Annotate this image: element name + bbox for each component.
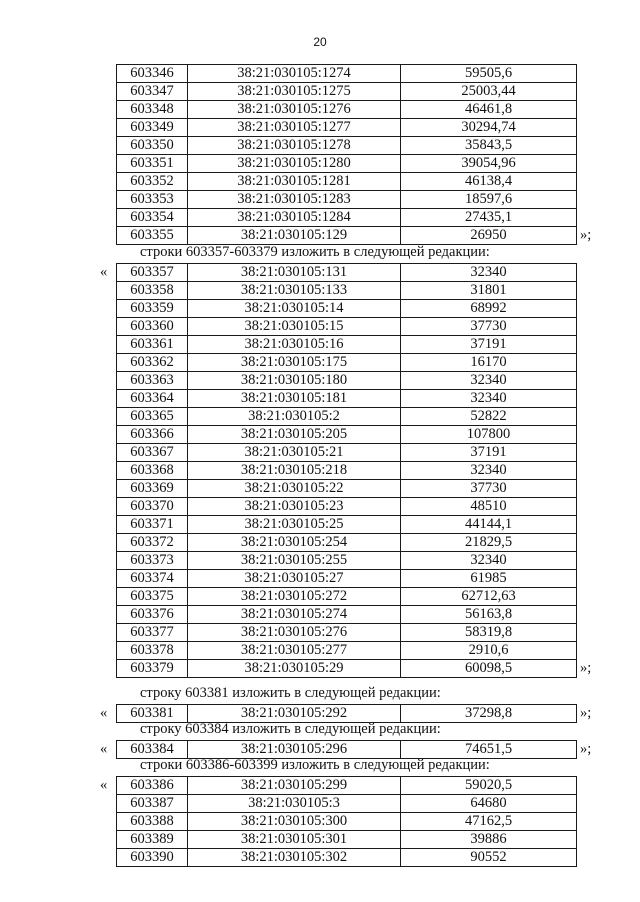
value-cell: 107800 (401, 426, 577, 444)
table-row (117, 408, 577, 426)
cadastral-number-cell: 38:21:030105:23 (188, 498, 401, 516)
row-number-cell: 603381 (117, 705, 188, 723)
value-cell: 52822 (401, 408, 577, 426)
page-number: 20 (313, 35, 327, 49)
table-row (117, 642, 577, 660)
table-row (117, 831, 577, 849)
row-number-cell: 603353 (117, 191, 188, 209)
open-quote-mark: « (100, 264, 108, 280)
table-row (117, 498, 577, 516)
table-row (117, 390, 577, 408)
row-number-cell: 603355 (117, 227, 188, 245)
close-quote-mark: »; (580, 741, 592, 757)
cadastral-number-cell: 38:21:030105:1275 (188, 83, 401, 101)
cadastral-number-cell: 38:21:030105:133 (188, 282, 401, 300)
row-number-cell: 603387 (117, 795, 188, 813)
table-row (117, 336, 577, 354)
cadastral-number-cell: 38:21:030105:16 (188, 336, 401, 354)
value-cell: 37191 (401, 444, 577, 462)
value-cell: 39054,96 (401, 155, 577, 173)
row-number-cell: 603370 (117, 498, 188, 516)
cadastral-number-cell: 38:21:030105:15 (188, 318, 401, 336)
row-number-cell: 603367 (117, 444, 188, 462)
section-instruction: строки 603386-603399 изложить в следующей редакции: (140, 757, 490, 773)
row-number-cell: 603376 (117, 606, 188, 624)
table-row (117, 137, 577, 155)
cadastral-number-cell: 38:21:030105:205 (188, 426, 401, 444)
row-number-cell: 603378 (117, 642, 188, 660)
row-number-cell: 603351 (117, 155, 188, 173)
cadastral-number-cell: 38:21:030105:255 (188, 552, 401, 570)
value-cell: 68992 (401, 300, 577, 318)
cadastral-number-cell: 38:21:030105:1283 (188, 191, 401, 209)
close-quote-mark: »; (580, 660, 592, 676)
value-cell: 46138,4 (401, 173, 577, 191)
row-number-cell: 603358 (117, 282, 188, 300)
cadastral-number-cell: 38:21:030105:1278 (188, 137, 401, 155)
value-cell: 32340 (401, 264, 577, 282)
table-row (117, 534, 577, 552)
table-row (117, 372, 577, 390)
table-row (117, 552, 577, 570)
row-number-cell: 603384 (117, 741, 188, 759)
value-cell: 30294,74 (401, 119, 577, 137)
table-row (117, 227, 577, 245)
table-row (117, 795, 577, 813)
row-number-cell: 603377 (117, 624, 188, 642)
row-number-cell: 603369 (117, 480, 188, 498)
value-cell: 25003,44 (401, 83, 577, 101)
row-number-cell: 603350 (117, 137, 188, 155)
cadastral-number-cell: 38:21:030105:129 (188, 227, 401, 245)
cadastral-number-cell: 38:21:030105:292 (188, 705, 401, 723)
row-number-cell: 603364 (117, 390, 188, 408)
value-cell: 74651,5 (401, 741, 577, 759)
table-row (117, 426, 577, 444)
value-cell: 32340 (401, 462, 577, 480)
row-number-cell: 603352 (117, 173, 188, 191)
section-instruction: строку 603381 изложить в следующей редакции: (140, 685, 441, 701)
value-cell: 32340 (401, 372, 577, 390)
table-row (117, 318, 577, 336)
table-row (117, 83, 577, 101)
section-instruction: строку 603384 изложить в следующей редакции: (140, 721, 441, 737)
value-cell: 58319,8 (401, 624, 577, 642)
cadastral-number-cell: 38:21:030105:14 (188, 300, 401, 318)
cadastral-number-cell: 38:21:030105:301 (188, 831, 401, 849)
table-row (117, 191, 577, 209)
open-quote-mark: « (100, 777, 108, 793)
value-cell: 37191 (401, 336, 577, 354)
table-row (117, 570, 577, 588)
table-row (117, 119, 577, 137)
cadastral-number-cell: 38:21:030105:272 (188, 588, 401, 606)
cadastral-number-cell: 38:21:030105:1280 (188, 155, 401, 173)
cadastral-number-cell: 38:21:030105:296 (188, 741, 401, 759)
cadastral-number-cell: 38:21:030105:3 (188, 795, 401, 813)
row-number-cell: 603361 (117, 336, 188, 354)
table-row (117, 101, 577, 119)
table-row (117, 849, 577, 867)
value-cell: 37298,8 (401, 705, 577, 723)
cadastral-number-cell: 38:21:030105:274 (188, 606, 401, 624)
table-row (117, 516, 577, 534)
row-number-cell: 603371 (117, 516, 188, 534)
table-row (117, 462, 577, 480)
cadastral-number-cell: 38:21:030105:299 (188, 777, 401, 795)
row-number-cell: 603375 (117, 588, 188, 606)
cadastral-number-cell: 38:21:030105:218 (188, 462, 401, 480)
value-cell: 37730 (401, 480, 577, 498)
table-row (117, 282, 577, 300)
value-cell: 18597,6 (401, 191, 577, 209)
table-row (117, 354, 577, 372)
row-number-cell: 603349 (117, 119, 188, 137)
value-cell: 90552 (401, 849, 577, 867)
value-cell: 47162,5 (401, 813, 577, 831)
cadastral-number-cell: 38:21:030105:180 (188, 372, 401, 390)
table-row (117, 705, 577, 723)
row-number-cell: 603359 (117, 300, 188, 318)
table-row (117, 813, 577, 831)
row-number-cell: 603348 (117, 101, 188, 119)
cadastral-number-cell: 38:21:030105:1276 (188, 101, 401, 119)
row-number-cell: 603389 (117, 831, 188, 849)
cadastral-number-cell: 38:21:030105:300 (188, 813, 401, 831)
row-number-cell: 603362 (117, 354, 188, 372)
value-cell: 32340 (401, 390, 577, 408)
table-row (117, 480, 577, 498)
row-number-cell: 603373 (117, 552, 188, 570)
cadastral-number-cell: 38:21:030105:1277 (188, 119, 401, 137)
row-number-cell: 603390 (117, 849, 188, 867)
table-row (117, 300, 577, 318)
row-number-cell: 603346 (117, 65, 188, 83)
value-cell: 2910,6 (401, 642, 577, 660)
open-quote-mark: « (100, 705, 108, 721)
row-number-cell: 603368 (117, 462, 188, 480)
value-cell: 35843,5 (401, 137, 577, 155)
value-cell: 64680 (401, 795, 577, 813)
row-number-cell: 603365 (117, 408, 188, 426)
table-row (117, 624, 577, 642)
close-quote-mark: »; (580, 227, 592, 243)
row-number-cell: 603354 (117, 209, 188, 227)
value-cell: 62712,63 (401, 588, 577, 606)
table-row (117, 209, 577, 227)
table-row (117, 606, 577, 624)
section-instruction: строки 603357-603379 изложить в следующей редакции: (140, 244, 490, 260)
cadastral-number-cell: 38:21:030105:277 (188, 642, 401, 660)
value-cell: 44144,1 (401, 516, 577, 534)
table-row (117, 777, 577, 795)
value-cell: 59505,6 (401, 65, 577, 83)
registry-table (116, 64, 577, 245)
row-number-cell: 603372 (117, 534, 188, 552)
registry-table (116, 263, 577, 678)
table-row (117, 264, 577, 282)
row-number-cell: 603363 (117, 372, 188, 390)
cadastral-number-cell: 38:21:030105:181 (188, 390, 401, 408)
row-number-cell: 603360 (117, 318, 188, 336)
table-row (117, 65, 577, 83)
value-cell: 46461,8 (401, 101, 577, 119)
value-cell: 16170 (401, 354, 577, 372)
value-cell: 61985 (401, 570, 577, 588)
value-cell: 59020,5 (401, 777, 577, 795)
value-cell: 60098,5 (401, 660, 577, 678)
table-row (117, 155, 577, 173)
row-number-cell: 603386 (117, 777, 188, 795)
value-cell: 48510 (401, 498, 577, 516)
table-row (117, 741, 577, 759)
cadastral-number-cell: 38:21:030105:1281 (188, 173, 401, 191)
cadastral-number-cell: 38:21:030105:131 (188, 264, 401, 282)
row-number-cell: 603366 (117, 426, 188, 444)
value-cell: 27435,1 (401, 209, 577, 227)
cadastral-number-cell: 38:21:030105:29 (188, 660, 401, 678)
table-row (117, 444, 577, 462)
row-number-cell: 603374 (117, 570, 188, 588)
table-row (117, 660, 577, 678)
cadastral-number-cell: 38:21:030105:175 (188, 354, 401, 372)
open-quote-mark: « (100, 741, 108, 757)
cadastral-number-cell: 38:21:030105:21 (188, 444, 401, 462)
value-cell: 32340 (401, 552, 577, 570)
cadastral-number-cell: 38:21:030105:25 (188, 516, 401, 534)
cadastral-number-cell: 38:21:030105:1274 (188, 65, 401, 83)
cadastral-number-cell: 38:21:030105:1284 (188, 209, 401, 227)
cadastral-number-cell: 38:21:030105:27 (188, 570, 401, 588)
close-quote-mark: »; (580, 705, 592, 721)
cadastral-number-cell: 38:21:030105:22 (188, 480, 401, 498)
value-cell: 39886 (401, 831, 577, 849)
cadastral-number-cell: 38:21:030105:2 (188, 408, 401, 426)
row-number-cell: 603347 (117, 83, 188, 101)
cadastral-number-cell: 38:21:030105:302 (188, 849, 401, 867)
value-cell: 21829,5 (401, 534, 577, 552)
cadastral-number-cell: 38:21:030105:276 (188, 624, 401, 642)
row-number-cell: 603388 (117, 813, 188, 831)
value-cell: 26950 (401, 227, 577, 245)
registry-table (116, 776, 577, 867)
value-cell: 37730 (401, 318, 577, 336)
value-cell: 31801 (401, 282, 577, 300)
value-cell: 56163,8 (401, 606, 577, 624)
cadastral-number-cell: 38:21:030105:254 (188, 534, 401, 552)
row-number-cell: 603379 (117, 660, 188, 678)
row-number-cell: 603357 (117, 264, 188, 282)
table-row (117, 173, 577, 191)
table-row (117, 588, 577, 606)
